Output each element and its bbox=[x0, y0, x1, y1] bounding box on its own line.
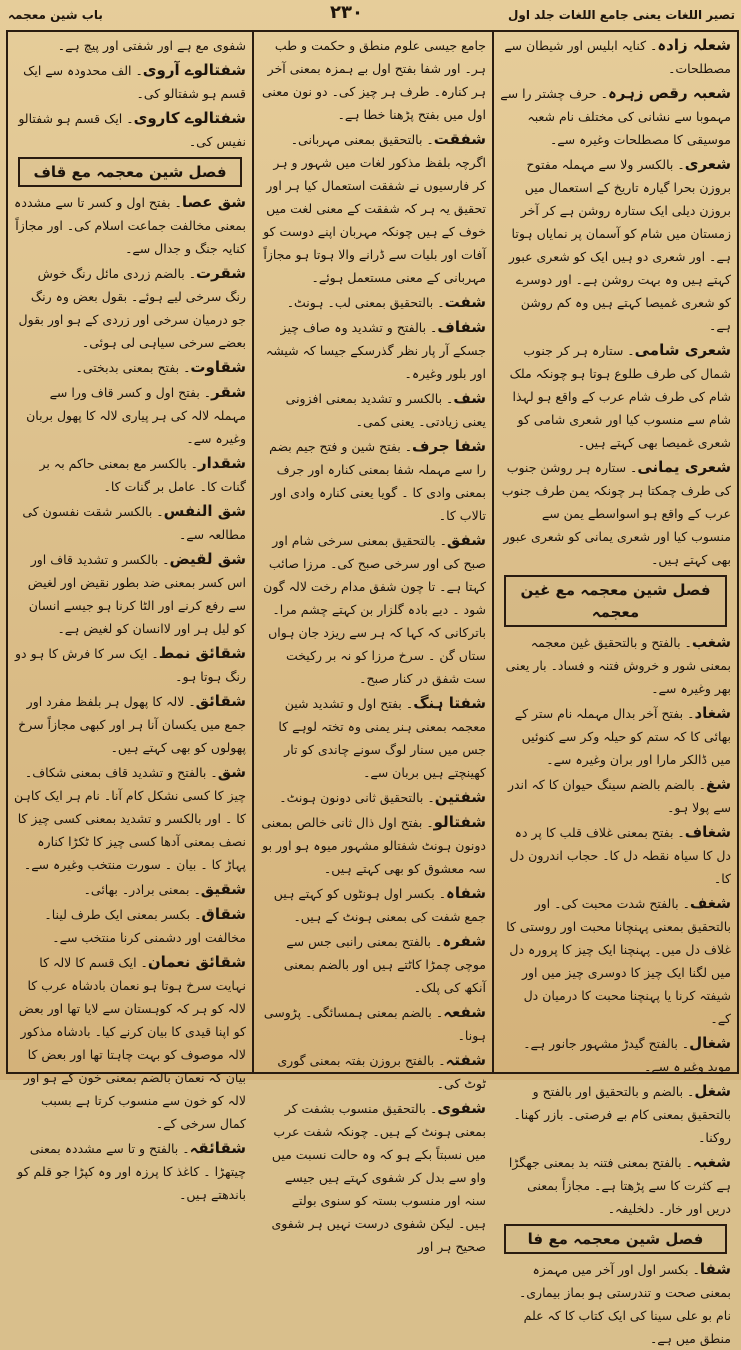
definition: ۔ بالفتح بمعنی رانبی جس سے موچی چمڑا کاٹتے ہیں اور بالضم بمعنی آنکھ کی پلک۔ bbox=[283, 934, 486, 995]
headword: شفا bbox=[699, 1260, 731, 1278]
entry-list bbox=[500, 631, 731, 1220]
dictionary-entry bbox=[14, 1137, 246, 1206]
headword: شغاف bbox=[684, 823, 731, 841]
definition: ۔ بفتح آخر بدال مہملہ نام ستر کے بھائی کا کہ ستم کو حیلہ وکر سے کنوئیں میں ڈالکر مارا اور بران وغیرہ سے۔ bbox=[514, 706, 731, 767]
definition: ۔ بالتحقیق بمعنی سرخی شام اور صبح کی اور سرخی صبح کی۔ مرزا صائب کہتا ہے۔ تا چون شفق مدام رخت لالہ گون شود ۔ دیے بادہ گلزار بن کہتے چشم مرا۔ باترکانی کہ کہا کہ ہر سے ریزد جان ہواں ستاں گن ۔ سرخ مرزا کو نہ بر رکیخت ست شفق در کنار صبح۔ bbox=[263, 533, 486, 686]
dictionary-entry bbox=[500, 892, 731, 1030]
definition: ۔ بالضم و بالتحقیق اور بالفتح و بالتحقیق بمعنی کام بے فرصتی۔ بازر کھنا۔ روکنا۔ bbox=[513, 1084, 731, 1145]
headword: شعبہ رقص زہرہ bbox=[607, 84, 731, 102]
headword: شفق bbox=[446, 531, 486, 549]
definition: ۔ بالضم زردی مائل رنگ خوش رنگ سرخی لیے ہوئے۔ بقول بعض وہ رنگ جو درمیان سرخی اور زردی کے ہو اور بقول بعضے سرخی سیاہی لی ہوئی۔ bbox=[18, 266, 246, 350]
column-middle bbox=[252, 32, 492, 1254]
dictionary-entry bbox=[260, 1097, 486, 1258]
dictionary-entry bbox=[500, 773, 731, 819]
definition: ۔ حرف چشتر را سے مہموبا سے نشانی کی مختلف نام شعبہ موسیقی کا مصطلحات وغیرہ سے۔ bbox=[500, 86, 731, 147]
column-right bbox=[492, 32, 737, 1346]
dictionary-entry bbox=[260, 291, 486, 314]
headword: شقیق bbox=[200, 880, 246, 898]
headword: شغال bbox=[689, 1034, 731, 1052]
section-heading: فصل شین معجمہ مع فا bbox=[504, 1224, 727, 1254]
dictionary-entry bbox=[14, 107, 246, 153]
dictionary-entry bbox=[14, 262, 246, 354]
headword: شفتالوے آروی bbox=[142, 61, 246, 79]
headword: شغب bbox=[691, 633, 731, 651]
definition: ۔ بالکسر و تشدید قاف اور اس کسر بمعنی ضد بطور نقیض اور لغیض سے رفع کرنے اور الٹا کرنا ہو جیسے انسان کو لیل ہر اور لاانسان کو لغیض ہے۔ bbox=[27, 552, 246, 636]
definition: ۔ بفتح اول و تشدید شین معجمہ بمعنی ہنر یمنی وہ تختہ لوہے کا جس میں سنار لوگ سونے چاندی کو تار کھینچتے ہیں بربان سے۔ bbox=[278, 696, 486, 780]
definition: ۔ بالضم بالضم سینگ حیوان کا کہ اندر سے پولا ہو۔ bbox=[507, 777, 731, 815]
headword: شق عصا bbox=[181, 193, 246, 211]
headword: شغبہ bbox=[692, 1153, 731, 1171]
definition: ۔ لالہ کا پھول ہر بلفظ مفرد اور جمع میں یکسان آنا ہر اور کبھی مجازاً سرخ پھولوں کو بھی کہتے ہیں۔ bbox=[18, 694, 246, 755]
dictionary-entry bbox=[260, 316, 486, 385]
section-heading: فصل شین معجمہ مع غین معجمہ bbox=[504, 575, 727, 627]
dictionary-entry bbox=[14, 903, 246, 949]
headword: شفتالوے کاروی bbox=[133, 109, 246, 127]
headword: شفقت bbox=[433, 130, 486, 148]
headword: شفتا ہنگ bbox=[413, 694, 486, 712]
headword: شغف bbox=[689, 894, 731, 912]
definition: ۔ بمعنی برادر۔ بھائی۔ bbox=[83, 882, 201, 897]
dictionary-entry bbox=[500, 1032, 731, 1078]
definition: ۔ الف محدودہ سے ایک قسم ہو شفتالو کی۔ bbox=[23, 63, 246, 101]
definition: ۔ بالفتح بمعنی فتنہ بد بمعنی جھگڑا ہے کثرت کا سے پڑھتا ہے۔ مجازاً بمعنی دریں اور خار۔ دلخلیفہ۔ bbox=[508, 1155, 731, 1216]
definition: ۔ بالکسر و تشدید بمعنی افزونی یعنی زیادتی۔ یعنی کمی۔ bbox=[285, 391, 486, 429]
definition: ۔ بالفتح شدت محبت کی۔ اور بالتحقیق بمعنی پہنچانا محبت اور روستی کا غلاف دل میں۔ پہنچنا ایک چیز کا پرورہ دل میں لگنا ایک چیز کا دوسری چیز میں اور شیفتہ کرنا یا پہنچنا محبت کا درمیان دل کے۔ bbox=[506, 896, 731, 1026]
definition: ۔ بفتح شین و فتح جیم بضم را سے مہملہ شفا بمعنی کنارہ اور جرف بمعنی وادی کا ۔ گویا یعنی کنارہ وادی اور تالاب کا۔ bbox=[269, 439, 486, 523]
chapter-title: باب شین معجمہ bbox=[8, 8, 103, 22]
headword: شغاد bbox=[694, 704, 731, 722]
definition: ۔ ایک قسم ہو شفتالو نفیس کی۔ bbox=[18, 111, 246, 149]
dictionary-entry bbox=[14, 59, 246, 105]
dictionary-entry bbox=[14, 548, 246, 640]
headword: شغل bbox=[694, 1082, 731, 1100]
headword: شعلہ زادہ bbox=[657, 36, 731, 54]
dictionary-entry bbox=[500, 1151, 731, 1220]
dictionary-entry bbox=[14, 500, 246, 546]
headword: شفاہ bbox=[446, 884, 486, 902]
definition: ۔ بالفتح و تشدید قاف بمعنی شکاف۔ چیز کا کسی نشکل کام آنا۔ نام ہر ایک کاہن کا ۔ اور بالکسر و تشدید بمعنی کسی چیز کا نصف بمعنی آدھا کسی چیز کا ٹکڑا کنارہ پہاڑ کا ۔ بیان ۔ سورت منتخب وغیرہ سے۔ bbox=[13, 765, 246, 872]
dictionary-entry bbox=[500, 631, 731, 700]
headword: شف bbox=[453, 389, 486, 407]
definition: ۔ ستارہ ہر روشن جنوب کی طرف چمکتا ہر چونکہ یمن طرف جنوب عرب کے واقع ہو اسواسطے یمن سے منسوب کیا اور شعری یمانی کو شعری عبور بھی کہتے ہیں۔ bbox=[501, 460, 731, 567]
headword: شفرہ bbox=[442, 932, 486, 950]
definition: ۔ بالکسر مع بمعنی حاکم بہ بر گنات کا۔ عامل بر گنات کا۔ bbox=[39, 456, 246, 494]
dictionary-entry bbox=[260, 387, 486, 433]
dictionary-entry bbox=[260, 529, 486, 690]
page-number: ۲۳۰ bbox=[330, 2, 363, 23]
entry-list bbox=[500, 1258, 731, 1350]
headword: شغ bbox=[706, 775, 731, 793]
headword: شفتالو bbox=[433, 813, 486, 831]
definition: ۔ بفتح بمعنی غلاف قلب کا پر دہ دل کا سیاہ نقطہ دل کا۔ حجاب اندرون دل کا۔ bbox=[509, 825, 731, 886]
definition: ۔ بفتح بمعنی بدبختی۔ bbox=[75, 360, 191, 375]
definition: ۔ بالتحقیق منسوب بشفت کر بمعنی ہونٹ کے ہیں۔ چونکہ شفت عرب میں نسبتاً بکے ہو کہ وہ حالت نسبت میں واو سے بدل کر شفوی کہتے ہیں جیسے سنہ اور منسوب بستہ کو سنوی بولتے ہیں۔ لیکن شفوی درست نہیں ہر شفوی صحیح ہر اور bbox=[271, 1101, 486, 1254]
definition: ۔ بالفتح بروزن بفتہ بمعنی گوری ٹوٹ کی۔ bbox=[277, 1053, 486, 1091]
headword: شقرت bbox=[196, 264, 246, 282]
definition: ۔ بکسر بمعنی ایک طرف لینا۔ مخالفت اور دشمنی کرنا منتخب سے۔ bbox=[44, 907, 246, 945]
definition: ۔ بالفتح گیدڑ مشہور جانور ہے۔ موید وغیرہ سے۔ bbox=[523, 1036, 731, 1074]
dictionary-entry bbox=[500, 1258, 731, 1350]
definition: ۔ بالتحقیق بمعنی مہربانی۔ اگرچہ بلفظ مذکور لغات میں شہور و ہر کر فارسیوں نے شفقت استعمال کیا ہر اور تحقیق یہ ہر کہ شفقت کے معنی لغت میں خوف کے ہیں چونکہ مہربان اپنے دوست کو آفات اور بلیات سے ڈرانے والا ہوتا ہو مجازاً مہربانی کے معنی مستعمل ہوئے۔ bbox=[263, 132, 486, 285]
headword: شفوی bbox=[437, 1099, 486, 1117]
dictionary-entry bbox=[14, 381, 246, 450]
dictionary-entry bbox=[260, 34, 486, 126]
headword: شقائق bbox=[195, 692, 246, 710]
dictionary-entry bbox=[260, 882, 486, 928]
definition: ۔ ایک قسم کا لالہ کا نہایت سرخ ہوتا ہو نعمان بادشاہ عرب کا لالہ کو ہر کہ کوہستان سے لایا تھا اور بعض کو اپنا قیدی کا بیان کرنے کیا۔ بادشاہ مذکور لالہ موصوف کو بہت چاہتا تھا اور بعض کا بیان کہ نعمان بالضم بمعنی خون کے ہو اور لالہ کو خون سے منسوب کرتا ہے بسبب کمال سرخی کے۔ bbox=[18, 955, 246, 1131]
dictionary-entry bbox=[500, 1080, 731, 1149]
columns-frame bbox=[6, 30, 739, 1346]
dictionary-entry bbox=[14, 356, 246, 379]
dictionary-entry bbox=[500, 82, 731, 151]
definition: ۔ بالفتح و تشدید وہ صاف چیز جسکے آر پار نظر گذرسکے جیسا کہ شیشہ اور بلور وغیرہ۔ bbox=[265, 320, 486, 381]
definition: ۔ بفتح اول و کسر قاف ورا سے مہملہ لالہ کی ہر پیاری لالہ کا پھول بربان وغیرہ سے۔ bbox=[26, 385, 246, 446]
dictionary-entry bbox=[14, 690, 246, 759]
dictionary-entry bbox=[500, 702, 731, 771]
headword: شفا جرف bbox=[412, 437, 486, 455]
dictionary-entry bbox=[500, 34, 731, 80]
dictionary-entry bbox=[14, 34, 246, 57]
definition: ۔ بالفتح و تا سے مشددہ بمعنی چیتھڑا ۔ کاغذ کا پرزہ اور وہ کپڑا جو قلم کو باندھتے ہیں۔ bbox=[17, 1141, 246, 1202]
headword: شق bbox=[217, 763, 246, 781]
headword: شعری bbox=[684, 155, 731, 173]
headword: شفت bbox=[444, 293, 486, 311]
definition: ۔ بالکسر شقت نفسون کی مطالعہ سے۔ bbox=[22, 504, 246, 542]
definition: ۔ بالتحقیق ثانی دونون ہونٹ۔ bbox=[279, 790, 435, 805]
definition: جامع جیسی علوم منطق و حکمت و طب ہر۔ اور شفا بفتح اول بے ہمزہ بمعنی آخر ہر کنارہ۔ طرف ہر چیز کی۔ دو نون معنی اول میں بفتح پڑھنا خطا ہے۔ bbox=[262, 38, 486, 122]
dictionary-entry bbox=[14, 642, 246, 688]
headword: شقاق bbox=[201, 905, 246, 923]
definition: شفوی مع ہے اور شفتی اور پیچ ہے۔ bbox=[57, 38, 246, 53]
headword: شقائقہ bbox=[189, 1139, 246, 1157]
headword: شفاف bbox=[437, 318, 486, 336]
section-heading: فصل شین معجمہ مع قاف bbox=[18, 157, 242, 187]
dictionary-entry bbox=[14, 191, 246, 260]
entry-list bbox=[14, 191, 246, 1206]
dictionary-entry bbox=[14, 452, 246, 498]
entry-list bbox=[260, 34, 486, 1258]
running-title: تصیر اللغات یعنی جامع اللغات جلد اول bbox=[507, 8, 735, 22]
definition: ۔ بفتح اول و کسر تا سے مشددہ بمعنی مخالفت جماعت اسلام کی۔ اور مجازاً کنایہ جنگ و جدال سے۔ bbox=[14, 195, 246, 256]
dictionary-entry bbox=[500, 339, 731, 454]
dictionary-entry bbox=[260, 1049, 486, 1095]
headword: شعری شامی bbox=[634, 341, 731, 359]
definition: ۔ ستارہ ہر کر جنوب شمال کی طرف طلوع ہوتا ہو چونکہ ملک شام کی طرف شام عرب کے واقع ہو لہذا شام سے منسوب کیا اور شعری شامی کو شعری غمیصا بھی کہتے ہیں۔ bbox=[509, 343, 731, 450]
headword: شقدار bbox=[198, 454, 246, 472]
headword: شفتین bbox=[434, 788, 486, 806]
dictionary-entry bbox=[260, 786, 486, 809]
definition: ۔ ایک سر کا فرش کا ہو دو رنگ ہوتا ہو۔ bbox=[15, 646, 246, 684]
definition: ۔ بالضم بمعنی ہمسائگی۔ پڑوسی ہونا۔ bbox=[263, 1005, 486, 1043]
headword: شفتہ bbox=[445, 1051, 486, 1069]
page-header bbox=[0, 0, 741, 28]
definition: ۔ بالتحقیق بمعنی لب۔ ہونٹ۔ bbox=[286, 295, 445, 310]
headword: شقائق نمط bbox=[158, 644, 246, 662]
dictionary-entry bbox=[500, 456, 731, 571]
dictionary-entry bbox=[260, 930, 486, 999]
definition: ۔ کنایہ ابلیس اور شیطان سے مصطلحات۔ bbox=[504, 38, 731, 76]
dictionary-entry bbox=[260, 1001, 486, 1047]
definition: ۔ بکسر اول ہونٹوں کو کہتے ہیں جمع شفت کی بمعنی ہونٹ کے ہیں۔ bbox=[273, 886, 486, 924]
headword: شقر bbox=[211, 383, 246, 401]
entry-list bbox=[14, 34, 246, 153]
dictionary-entry bbox=[260, 811, 486, 880]
dictionary-entry bbox=[260, 128, 486, 289]
headword: شق لقیض bbox=[169, 550, 246, 568]
dictionary-entry bbox=[260, 692, 486, 784]
dictionary-entry bbox=[260, 435, 486, 527]
definition: ۔ بکسر اول اور آخر میں مہمزہ بمعنی صحت و تندرستی ہو بماز بیماری۔ نام بو علی سینا کی ایک کتاب کا کہ علم منطق میں ہے۔ bbox=[518, 1262, 731, 1346]
headword: شقاوت bbox=[190, 358, 246, 376]
headword: شعری یمانی bbox=[637, 458, 731, 476]
dictionary-entry bbox=[14, 761, 246, 876]
definition: ۔ بالکسر ولا سے مہملہ مفتوح بروزن بحرا گیارہ تاریخ کے استعمال میں بروزن دیلی ایک ستارہ روشن ہے کر آخر زمستان میں شام کو آسمان پر نمایاں ہوتا ہے۔ اور شعری دو ہیں ایک کو شعری عبور کہتے ہیں وہ بہت روشن ہے۔ اور دوسرے کو شعری غمیصا کہتے ہیں وہ کم روشن ہے۔ bbox=[508, 157, 731, 333]
entry-list bbox=[500, 34, 731, 571]
headword: شق النفس bbox=[163, 502, 246, 520]
dictionary-entry bbox=[14, 951, 246, 1135]
definition: ۔ بالفتح و بالتحقیق غین معجمہ بمعنی شور و خروش فتنہ و فساد۔ بار یعنی بھر وغیرہ سے۔ bbox=[505, 635, 731, 696]
dictionary-entry bbox=[500, 153, 731, 337]
column-left bbox=[8, 32, 252, 1202]
definition: ۔ بفتح اول ذال ثانی خالص بمعنی دونون ہونٹ شفتالو مشہور میوہ ہو اور بو سہ معشوق کو بھی کہتے ہیں۔ bbox=[261, 815, 486, 876]
dictionary-entry bbox=[14, 878, 246, 901]
dictionary-entry bbox=[500, 821, 731, 890]
headword: شقائق نعمان bbox=[147, 953, 246, 971]
headword: شفعہ bbox=[443, 1003, 486, 1021]
